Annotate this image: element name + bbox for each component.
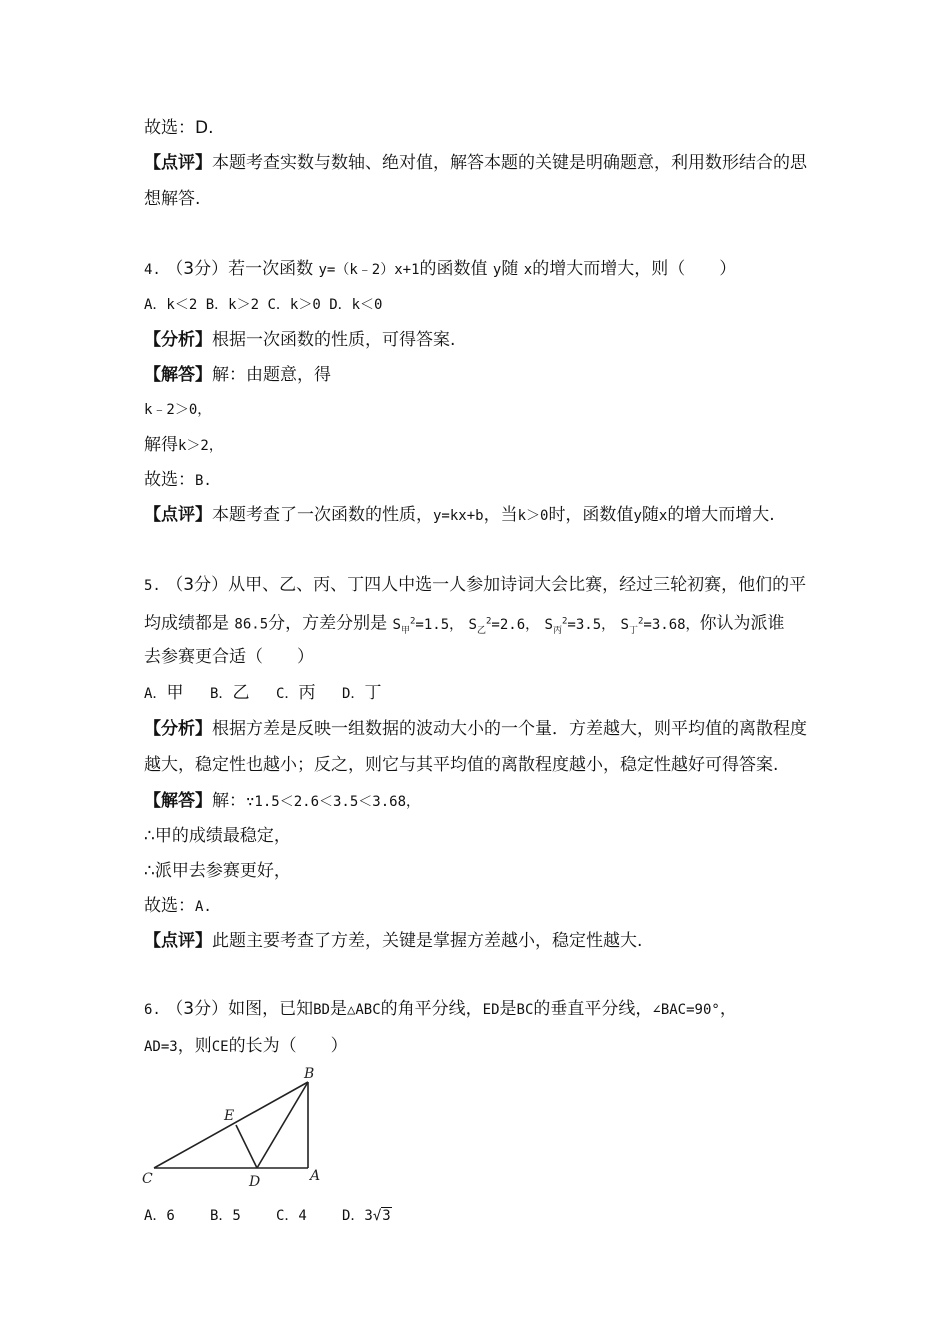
q4-comment-y: y xyxy=(633,508,642,524)
q4-analysis-text: 根据一次函数的性质，可得答案. xyxy=(212,330,456,350)
q4-number: 4. xyxy=(144,262,161,278)
q5-answer xyxy=(144,894,212,919)
q3-comment-text2: 想解答. xyxy=(144,189,201,209)
q5-comment-text: 此题主要考查了方差，关键是掌握方差越小，稳定性越大. xyxy=(212,931,643,951)
label-a: A xyxy=(310,1168,321,1184)
q4-score: （3分） xyxy=(166,259,229,279)
q5-solution xyxy=(144,789,420,814)
q4-option-b[interactable]: B．k＞2 xyxy=(205,297,260,313)
q4-stem-c: 随 xyxy=(501,259,519,279)
q5-option-b[interactable] xyxy=(210,681,276,706)
q6-stem-f: ， xyxy=(719,999,737,1019)
analysis-tag: 【分析】 xyxy=(144,719,212,739)
solution-tag: 【解答】 xyxy=(144,791,212,811)
q4-comment-a: 本题考查了一次函数的性质， xyxy=(212,505,433,525)
value: 丁 xyxy=(364,683,382,703)
q4-comment-e: 的增大而增大. xyxy=(667,505,775,525)
q6-option-d[interactable] xyxy=(342,1204,392,1228)
value: 甲 xyxy=(166,683,184,703)
s: S xyxy=(468,616,477,633)
q4-step2-a: 解得 xyxy=(144,435,178,455)
q5-variance-yi xyxy=(468,616,540,636)
q5-analysis-line2 xyxy=(144,753,778,777)
q4-step1-text: k﹣2＞0， xyxy=(144,402,212,418)
triangle-figure xyxy=(140,1062,330,1190)
label-b: B xyxy=(304,1066,315,1082)
q4-var-x: x xyxy=(523,262,533,278)
q5-analysis-line1 xyxy=(144,717,807,741)
q5-solution-a: 解： xyxy=(212,791,246,811)
q5-options xyxy=(144,681,381,706)
sqrt-icon: √ xyxy=(372,1208,382,1224)
analysis-tag: 【分析】 xyxy=(144,330,212,350)
q6-stem-d: 是 xyxy=(499,999,517,1019)
q4-comment-x: x xyxy=(658,508,668,524)
q4-solution xyxy=(144,363,331,387)
q5-option-c[interactable] xyxy=(276,681,342,706)
q5-stem-line3 xyxy=(144,645,314,669)
q5-mean: 86.5 xyxy=(234,616,269,633)
q5-stem-line2 xyxy=(144,609,785,642)
q5-step1-text: ∴甲的成绩最稳定， xyxy=(144,826,291,846)
label: C． xyxy=(276,686,299,702)
q4-answer-b: B. xyxy=(195,473,212,489)
q4-step1 xyxy=(144,398,211,422)
q5-step2 xyxy=(144,859,291,883)
sq: 2 xyxy=(561,616,568,626)
q4-formula: y=（k﹣2）x+1 xyxy=(318,262,420,278)
q3-comment-line2 xyxy=(144,187,200,211)
line-bd xyxy=(257,1082,308,1168)
s: S xyxy=(544,616,553,633)
q5-analysis-text1: 根据方差是反映一组数据的波动大小的一个量．方差越大，则平均值的离散程度 xyxy=(212,719,807,739)
q5-variance-ding xyxy=(620,616,700,636)
q4-option-d[interactable]: D．k＜0 xyxy=(329,297,383,313)
q4-comment-formula: y=kx+b xyxy=(433,508,484,524)
q6-angle: ∠BAC=90° xyxy=(652,1002,720,1018)
comment-tag: 【点评】 xyxy=(144,153,212,173)
q5-stem-text3: 去参赛更合适（ ） xyxy=(144,647,314,667)
q4-var-y: y xyxy=(492,262,502,278)
q5-stem-c: 你认为派谁 xyxy=(699,613,785,634)
label-d: D xyxy=(249,1174,261,1190)
s: S xyxy=(620,616,629,633)
comment-tag: 【点评】 xyxy=(144,931,212,951)
q4-step2 xyxy=(144,433,223,458)
line-cb xyxy=(154,1082,308,1168)
q6-stem-h: 的长为（ ） xyxy=(228,1036,348,1056)
sub: 乙 xyxy=(476,625,486,636)
q4-answer xyxy=(144,468,212,493)
q6-bc: BC xyxy=(516,1002,534,1018)
label-e: E xyxy=(224,1108,235,1124)
q6-bd: BD xyxy=(313,1002,330,1018)
q5-option-a[interactable] xyxy=(144,681,210,706)
q4-comment-c: 时，函数值 xyxy=(548,505,634,525)
label: D． xyxy=(342,686,365,702)
q5-option-d[interactable] xyxy=(342,681,381,706)
q6-stem-c: 的角平分线， xyxy=(380,999,483,1019)
val: =3.5， xyxy=(567,616,616,633)
value: 丙 xyxy=(298,683,316,703)
q5-step2-text: ∴派甲去参赛更好， xyxy=(144,861,291,881)
q6-stem-line1 xyxy=(144,997,737,1022)
q3-answer-text: 故选：D. xyxy=(144,118,214,138)
q6-stem-b: 是 xyxy=(329,999,347,1019)
sq: 2 xyxy=(637,616,644,626)
label: A． xyxy=(144,686,167,702)
label-c: C xyxy=(142,1171,153,1187)
sq: 2 xyxy=(409,616,416,626)
q4-option-a[interactable]: A．k＜2 xyxy=(144,297,198,313)
q6-ce: CE xyxy=(211,1039,229,1055)
q4-options xyxy=(144,293,383,317)
q6-score: （3分） xyxy=(166,999,229,1019)
q6-stem-e: 的垂直平分线， xyxy=(533,999,653,1019)
q3-comment-text1: 本题考查实数与数轴、绝对值，解答本题的关键是明确题意，利用数形结合的思 xyxy=(212,153,807,173)
q4-solution-head: 解：由题意，得 xyxy=(212,365,331,385)
q4-stem-a: 若一次函数 xyxy=(228,259,314,279)
q6-ad: AD=3 xyxy=(144,1039,178,1055)
q5-stem-b: 分，方差分别是 xyxy=(268,613,388,634)
q6-ed: ED xyxy=(482,1002,500,1018)
val: =2.6， xyxy=(491,616,540,633)
q5-stem-text1: 从甲、乙、丙、丁四人中选一人参加诗词大会比赛，经过三轮初赛，他们的平 xyxy=(228,575,807,595)
q5-variance-bing xyxy=(544,616,616,636)
comment-tag: 【点评】 xyxy=(144,505,212,525)
sub: 丁 xyxy=(628,625,638,636)
q5-stem-line1 xyxy=(144,573,806,598)
q4-answer-a: 故选： xyxy=(144,470,195,490)
q4-comment-k: k＞0 xyxy=(517,508,549,524)
q5-number: 5. xyxy=(144,578,161,594)
q6-abc: △ABC xyxy=(346,1002,381,1018)
line-ed xyxy=(236,1125,257,1168)
q5-stem-a: 均成绩都是 xyxy=(144,613,229,634)
q4-option-c[interactable]: C．k＞0 xyxy=(267,297,321,313)
q5-step1 xyxy=(144,824,291,848)
q6-stem-g: ，则 xyxy=(177,1036,212,1056)
q4-analysis xyxy=(144,328,455,352)
q6-number: 6. xyxy=(144,1002,161,1018)
q4-stem-b: 的函数值 xyxy=(419,259,488,279)
q5-variance-jia xyxy=(392,616,464,636)
q4-comment-d: 随 xyxy=(641,505,659,525)
q4-stem-d: 的增大而增大，则（ ） xyxy=(532,259,737,279)
val: =1.5， xyxy=(415,616,464,633)
sub: 丙 xyxy=(552,625,562,636)
q6-option-d-radicand: 3 xyxy=(382,1208,391,1224)
q5-comment xyxy=(144,929,642,953)
q4-comment xyxy=(144,503,775,528)
q4-stem xyxy=(144,257,736,282)
label: B． xyxy=(210,686,233,702)
q6-option-d-pre: D．3 xyxy=(342,1208,373,1224)
sub: 甲 xyxy=(400,625,410,636)
q6-option-b[interactable]: B．5 xyxy=(210,1208,241,1224)
q6-options xyxy=(144,1204,392,1228)
q6-option-c[interactable]: C．4 xyxy=(276,1208,307,1224)
q6-stem-line2 xyxy=(144,1034,348,1059)
value: 乙 xyxy=(232,683,250,703)
q4-step2-b: k＞2， xyxy=(178,438,223,454)
q5-answer-a: 故选： xyxy=(144,896,195,916)
q5-analysis-text2: 越大，稳定性也越小；反之，则它与其平均值的离散程度越小，稳定性越好可得答案. xyxy=(144,755,779,775)
q5-solution-b: ∵1.5＜2.6＜3.5＜3.68， xyxy=(246,794,421,810)
s: S xyxy=(392,616,401,633)
q6-stem-a: 如图，已知 xyxy=(228,999,314,1019)
val: =3.68， xyxy=(643,616,700,633)
sq: 2 xyxy=(485,616,492,626)
q5-score: （3分） xyxy=(166,575,229,595)
q4-comment-b: ，当 xyxy=(483,505,518,525)
q3-answer xyxy=(144,116,214,140)
q3-comment-line1 xyxy=(144,151,807,175)
q6-option-a[interactable]: A．6 xyxy=(144,1208,175,1224)
q5-answer-b: A. xyxy=(195,899,212,915)
solution-tag: 【解答】 xyxy=(144,365,212,385)
